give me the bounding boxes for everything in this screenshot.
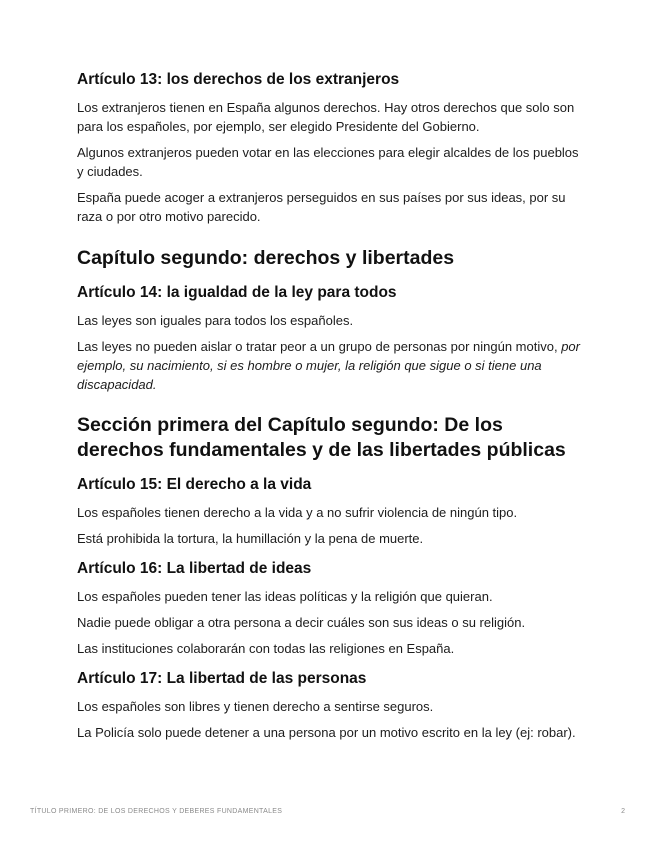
article-13-paragraph-1: Los extranjeros tienen en España algunos derechos. Hay otros derechos que solo son para los españoles, por ejemplo, ser elegido Presidente del Gobierno.: [77, 100, 575, 134]
article-17-paragraph-2: La Policía solo puede detener a una persona por un motivo escrito en la ley (ej: robar).: [77, 725, 576, 740]
article-17: [77, 669, 587, 742]
article-14-paragraph-2-text: Las leyes no pueden aislar o tratar peor a un grupo de personas por ningún motivo,: [77, 339, 562, 354]
article-16-paragraph-2: Nadie puede obligar a otra persona a decir cuáles son sus ideas o su religión.: [77, 615, 526, 630]
article-16: [77, 559, 587, 658]
article-17-paragraph-1: Los españoles son libres y tienen derecho a sentirse seguros.: [77, 699, 434, 714]
chapter-2-title: Capítulo segundo: derechos y libertades: [77, 247, 455, 269]
article-16-paragraph-1: Los españoles pueden tener las ideas políticas y la religión que quieran.: [77, 589, 493, 604]
article-14: [77, 283, 587, 394]
article-15-paragraph-2: Está prohibida la tortura, la humillación y la pena de muerte.: [77, 531, 424, 546]
article-15-title: Artículo 15: El derecho a la vida: [77, 476, 312, 493]
article-15-paragraph-1: Los españoles tienen derecho a la vida y a no sufrir violencia de ningún tipo.: [77, 505, 518, 520]
footer-page-number: 2: [621, 808, 625, 815]
article-14-paragraph-2: [77, 337, 587, 394]
section-1-title: Sección primera del Capítulo segundo: De los derechos fundamentales y de las libertades públicas: [77, 414, 566, 461]
article-17-title: Artículo 17: La libertad de las personas: [77, 670, 367, 687]
article-16-paragraph-3: Las instituciones colaborarán con todas las religiones en España.: [77, 641, 455, 656]
document-page: [77, 70, 587, 753]
article-13: [77, 70, 587, 226]
article-13-paragraph-3: España puede acoger a extranjeros perseguidos en sus países por sus ideas, por su raza o por otro motivo parecido.: [77, 190, 566, 224]
article-16-title: Artículo 16: La libertad de ideas: [77, 560, 312, 577]
article-13-paragraph-2: Algunos extranjeros pueden votar en las elecciones para elegir alcaldes de los pueblos y ciudades.: [77, 145, 579, 179]
article-13-title: Artículo 13: los derechos de los extranjeros: [77, 71, 400, 88]
article-14-paragraph-1: Las leyes son iguales para todos los españoles.: [77, 313, 354, 328]
article-14-paragraph-2-italic: por ejemplo, su nacimiento, si es hombre o mujer, la religión que sigue o si tiene una discapacidad.: [77, 339, 580, 392]
footer-section-title: TÍTULO PRIMERO: DE LOS DERECHOS Y DEBERES FUNDAMENTALES: [30, 808, 283, 815]
article-14-title: Artículo 14: la igualdad de la ley para todos: [77, 284, 397, 301]
article-15: [77, 475, 587, 548]
